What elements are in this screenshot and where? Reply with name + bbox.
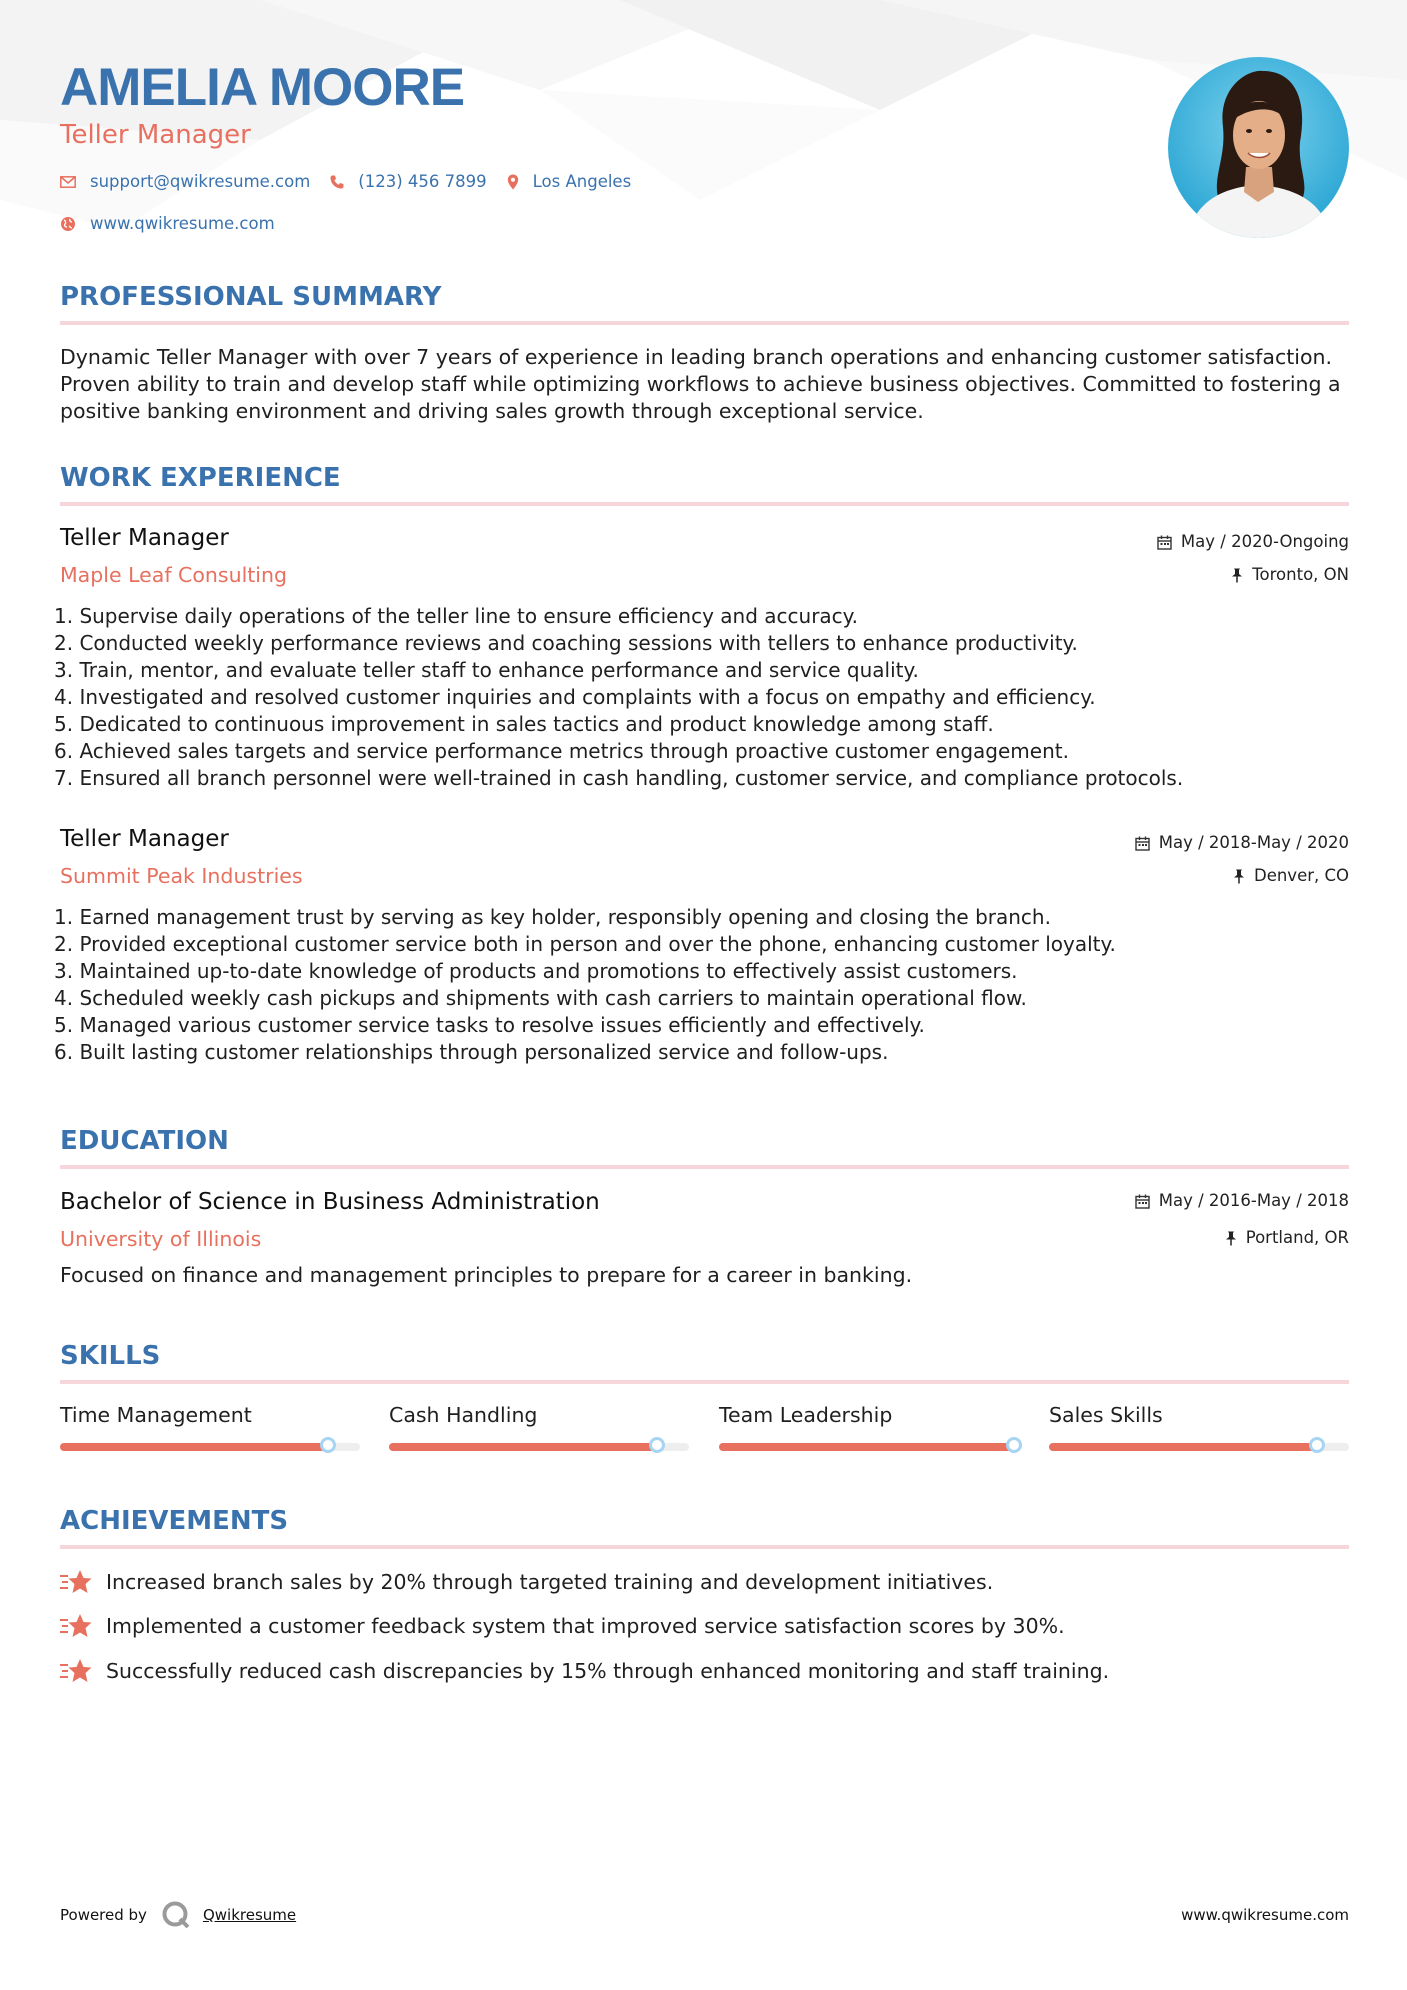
skill-knob <box>1309 1437 1325 1453</box>
skills-divider <box>60 1380 1349 1384</box>
contact-row-secondary <box>60 214 295 233</box>
experience-divider <box>60 502 1349 506</box>
job-company: Maple Leaf Consulting <box>60 563 288 587</box>
list-item: 5. Managed various customer service tasks to resolve issues efficiently and effectively. <box>54 1013 925 1037</box>
map-pin-icon <box>507 174 519 190</box>
job-location <box>1233 865 1349 887</box>
list-item: 1. Earned management trust by serving as key holder, responsibly opening and closing the branch. <box>54 905 1051 929</box>
list-item: 3. Maintained up-to-date knowledge of products and promotions to effectively assist customers. <box>54 959 1018 983</box>
qwikresume-link[interactable]: Qwikresume <box>202 1906 297 1924</box>
education-dates <box>1135 1190 1349 1212</box>
job-title: Teller Manager <box>60 826 229 852</box>
candidate-role: Teller Manager <box>60 120 251 150</box>
contact-email[interactable] <box>60 172 310 191</box>
skill-fill <box>60 1443 330 1451</box>
skill-fill <box>389 1443 659 1451</box>
list-item: 6. Achieved sales targets and service performance metrics through proactive customer engagement. <box>54 739 1069 763</box>
education-school: University of Illinois <box>60 1227 262 1251</box>
footer-powered-by <box>60 1900 296 1930</box>
education-description: Focused on finance and management principles to prepare for a career in banking. <box>60 1263 913 1287</box>
job-dates-text: May / 2020-Ongoing <box>1180 532 1349 551</box>
education-location <box>1225 1227 1349 1249</box>
achievement-item <box>60 1612 1065 1640</box>
list-item: 5. Dedicated to continuous improvement in sales tactics and product knowledge among staff. <box>54 712 994 736</box>
website-text: www.qwikresume.com <box>90 214 275 233</box>
envelope-icon <box>60 176 76 188</box>
skill-item <box>60 1401 360 1429</box>
powered-by-label: Powered by <box>60 1906 147 1924</box>
summary-title: PROFESSIONAL SUMMARY <box>60 282 442 312</box>
summary-text: Dynamic Teller Manager with over 7 years of experience in leading branch operations and enhancing customer satisfaction. Proven ability to train and develop staff while optimizing workflows to achieve business objectives. Committed to fostering a positive banking environment and driving sales growth through exceptional service. <box>60 345 1341 423</box>
skill-fill <box>719 1443 1016 1451</box>
education-divider <box>60 1165 1349 1169</box>
pushpin-icon <box>1231 568 1243 583</box>
candidate-name: AMELIA MOORE <box>60 58 465 117</box>
skill-item <box>389 1401 689 1429</box>
skill-fill <box>1049 1443 1319 1451</box>
star-icon <box>60 1658 92 1684</box>
skill-track <box>60 1443 360 1451</box>
skill-knob <box>320 1437 336 1453</box>
achievements-divider <box>60 1545 1349 1549</box>
achievement-item <box>60 1568 993 1596</box>
education-degree: Bachelor of Science in Business Administration <box>60 1189 600 1215</box>
list-item: 4. Scheduled weekly cash pickups and shipments with cash carriers to maintain operational flow. <box>54 986 1027 1010</box>
contact-website[interactable] <box>60 214 275 233</box>
job-company: Summit Peak Industries <box>60 864 303 888</box>
summary-divider <box>60 321 1349 325</box>
profile-photo <box>1168 57 1349 238</box>
skill-track <box>1049 1443 1349 1451</box>
list-item: 4. Investigated and resolved customer inquiries and complaints with a focus on empathy and efficiency. <box>54 685 1096 709</box>
email-text: support@qwikresume.com <box>90 172 311 191</box>
job-dates-text: May / 2018-May / 2020 <box>1158 833 1349 852</box>
skill-track <box>389 1443 689 1451</box>
globe-icon <box>60 216 76 232</box>
skill-name: Team Leadership <box>719 1403 893 1427</box>
skill-knob <box>1006 1437 1022 1453</box>
qwikresume-logo-icon <box>161 1900 191 1930</box>
calendar-icon <box>1135 1194 1150 1209</box>
skill-item <box>1049 1401 1349 1429</box>
experience-title: WORK EXPERIENCE <box>60 463 341 493</box>
skill-name: Cash Handling <box>389 1403 538 1427</box>
job-location-text: Toronto, ON <box>1252 565 1349 584</box>
job-title: Teller Manager <box>60 525 229 551</box>
list-item: 2. Provided exceptional customer service both in person and over the phone, enhancing customer loyalty. <box>54 932 1116 956</box>
calendar-icon <box>1157 535 1172 550</box>
list-item: 1. Supervise daily operations of the teller line to ensure efficiency and accuracy. <box>54 604 859 628</box>
pushpin-icon <box>1225 1231 1237 1246</box>
skill-track <box>719 1443 1019 1451</box>
list-item: 6. Built lasting customer relationships through personalized service and follow-ups. <box>54 1040 889 1064</box>
job-dates <box>1157 531 1349 553</box>
list-item: 2. Conducted weekly performance reviews and coaching sessions with tellers to enhance productivity. <box>54 631 1078 655</box>
list-item: 3. Train, mentor, and evaluate teller staff to enhance performance and service quality. <box>54 658 919 682</box>
job-bullet-list <box>54 603 1344 792</box>
star-icon <box>60 1613 92 1639</box>
job-bullet-list <box>54 904 1344 1066</box>
calendar-icon <box>1135 836 1150 851</box>
job-location <box>1231 564 1349 586</box>
achievement-text: Successfully reduced cash discrepancies by 15% through enhanced monitoring and staff training. <box>106 1659 1110 1683</box>
achievement-item <box>60 1657 1109 1685</box>
job-location-text: Denver, CO <box>1253 866 1349 885</box>
job-dates <box>1135 832 1349 854</box>
skill-item <box>719 1401 1019 1429</box>
footer-site-link[interactable]: www.qwikresume.com <box>1181 1906 1349 1924</box>
location-text: Los Angeles <box>532 172 632 191</box>
contact-row-primary <box>60 172 651 191</box>
phone-text: (123) 456 7899 <box>358 172 487 191</box>
education-title: EDUCATION <box>60 1126 229 1156</box>
skill-name: Time Management <box>60 1403 252 1427</box>
skill-name: Sales Skills <box>1049 1403 1163 1427</box>
education-location-text: Portland, OR <box>1245 1228 1349 1247</box>
phone-icon <box>330 175 344 189</box>
pushpin-icon <box>1233 869 1245 884</box>
education-dates-text: May / 2016-May / 2018 <box>1158 1191 1349 1210</box>
achievement-text: Implemented a customer feedback system that improved service satisfaction scores by 30%. <box>106 1614 1065 1638</box>
skill-knob <box>649 1437 665 1453</box>
star-icon <box>60 1569 92 1595</box>
achievement-text: Increased branch sales by 20% through targeted training and development initiatives. <box>106 1570 994 1594</box>
contact-phone[interactable] <box>330 172 486 191</box>
skills-title: SKILLS <box>60 1341 161 1371</box>
achievements-title: ACHIEVEMENTS <box>60 1506 289 1536</box>
contact-location <box>507 172 632 191</box>
list-item: 7. Ensured all branch personnel were well-trained in cash handling, customer service, and compliance protocols. <box>54 766 1184 790</box>
